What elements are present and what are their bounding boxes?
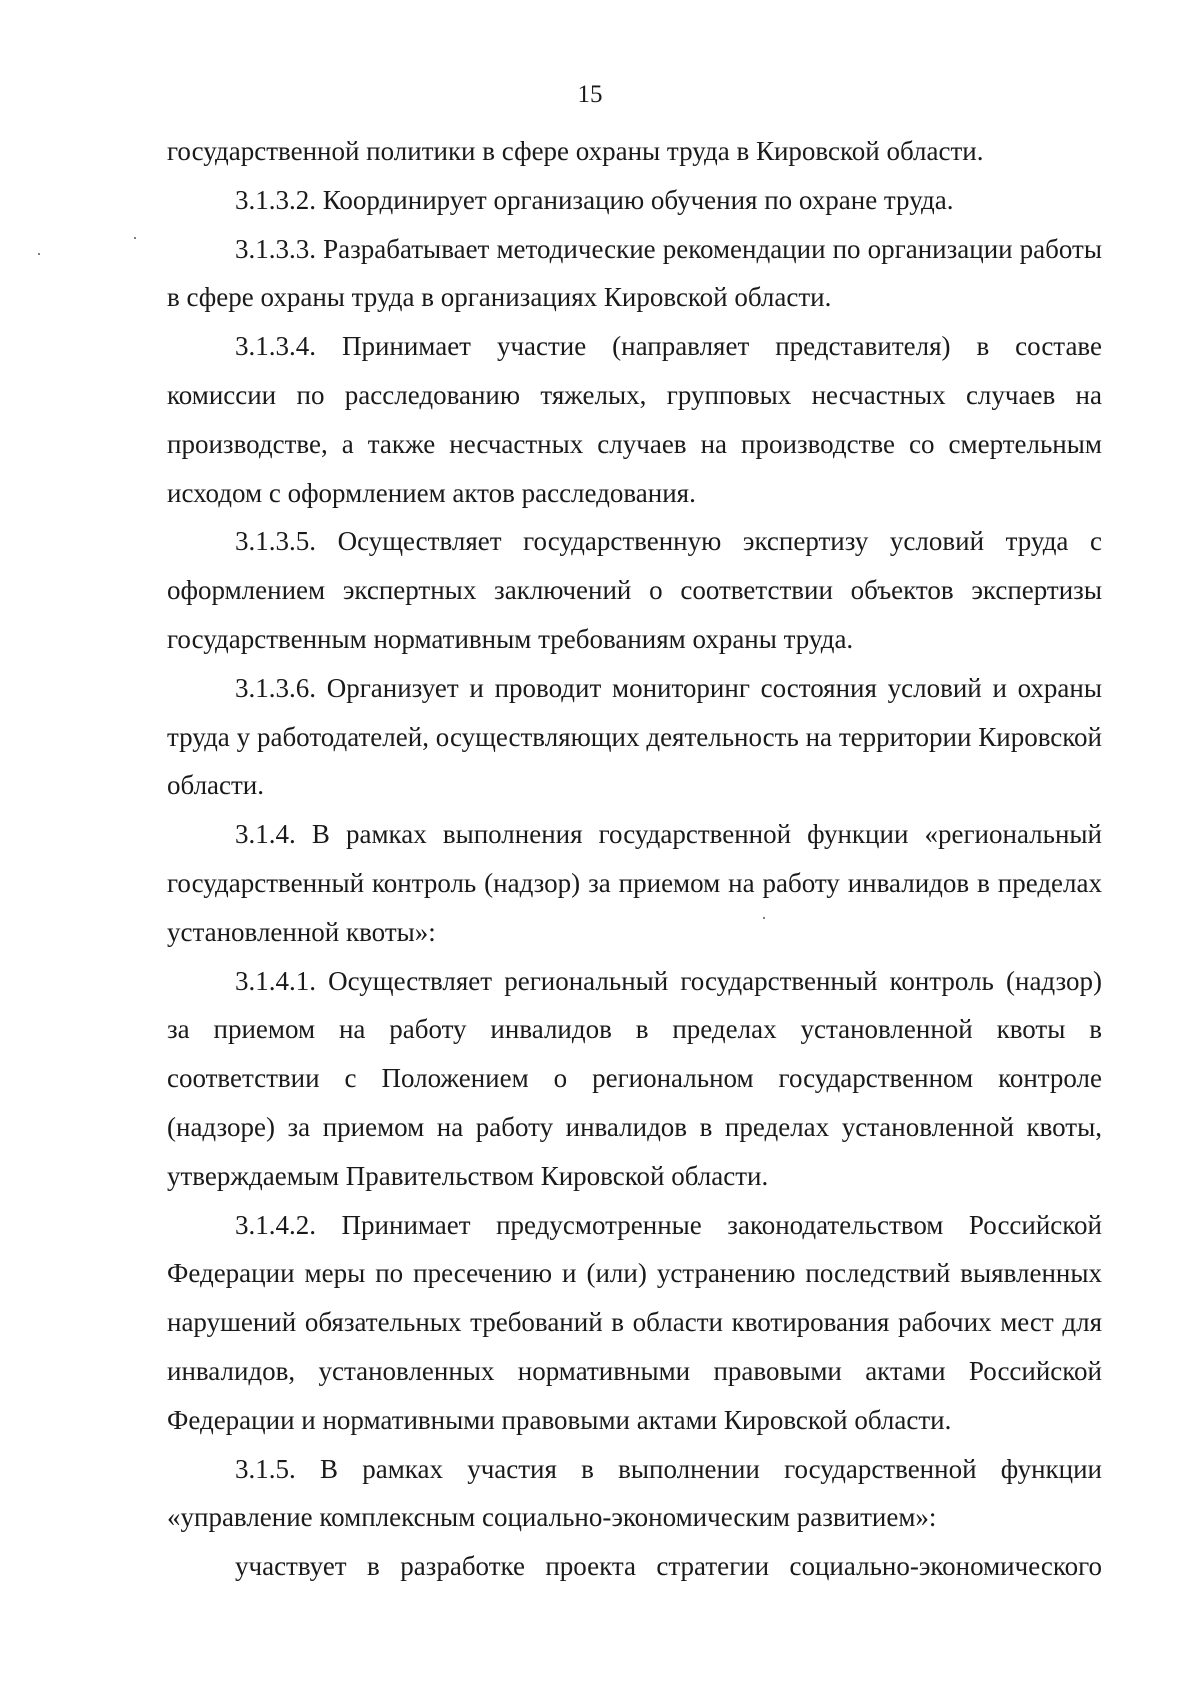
- paragraph: 3.1.5. В рамках участия в выполнении государственной функции «управление комплексным социально-экономическим развитием»:: [167, 1453, 1102, 1533]
- paragraph: 3.1.3.3. Разрабатывает методические рекомендации по организации работы в сфере охраны труда в организациях Кировской области.: [167, 233, 1102, 313]
- scan-speck: [763, 917, 765, 919]
- paragraph: 3.1.3.5. Осуществляет государственную экспертизу условий труда с оформлением экспертных заключений о соответствии объектов экспертизы государственным нормативным требованиям охраны труда.: [167, 526, 1102, 654]
- paragraph: 3.1.3.2. Координирует организацию обучения по охране труда.: [235, 184, 954, 215]
- paragraph: 3.1.4.2. Принимает предусмотренные законодательством Российской Федерации меры по пресечению и (или) устранению последствий выявленных нарушений обязательных требований в области квотирования рабочих мест для инвалидов, установленных нормативными правовыми актами Российской Федерации и нормативными правовыми актами Кировской области.: [167, 1209, 1102, 1435]
- document-body: [167, 127, 1102, 1591]
- scan-speck: [134, 237, 136, 239]
- paragraph: участвует в разработке проекта стратегии социально-экономического: [235, 1551, 1102, 1582]
- page-number: 15: [577, 81, 603, 108]
- paragraph: государственной политики в сфере охраны труда в Кировской области.: [167, 136, 984, 166]
- scan-speck: [38, 253, 40, 255]
- paragraph: 3.1.4.1. Осуществляет региональный государственный контроль (надзор) за приемом на работу инвалидов в пределах установленной квоты в соответствии с Положением о региональном государственном контроле (надзоре) за приемом на работу инвалидов в пределах установленной квоты, утверждаемым Правительством Кировской области.: [167, 965, 1102, 1191]
- paragraph: 3.1.3.6. Организует и проводит мониторинг состояния условий и охраны труда у работодателей, осуществляющих деятельность на территории Кировской области.: [167, 672, 1102, 801]
- paragraph: 3.1.4. В рамках выполнения государственной функции «региональный государственный контроль (надзор) за приемом на работу инвалидов в пределах установленной квоты»:: [167, 819, 1102, 947]
- paragraph: 3.1.3.4. Принимает участие (направляет представителя) в составе комиссии по расследованию тяжелых, групповых несчастных случаев на производстве, а также несчастных случаев на производстве со смертельным исходом с оформлением актов расследования.: [167, 331, 1102, 508]
